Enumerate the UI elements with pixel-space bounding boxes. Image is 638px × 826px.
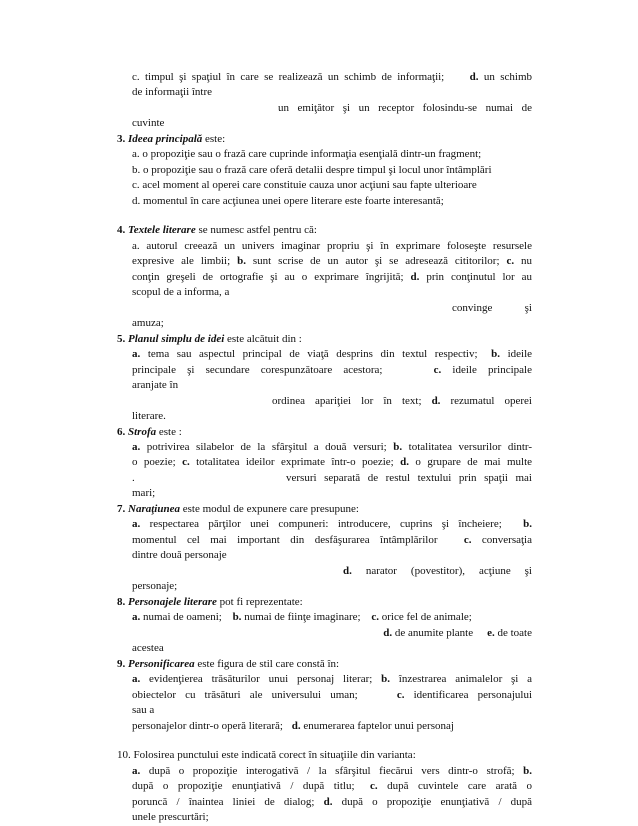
- q5-line-2: principale şi secundare corespunzătoare acestora; c. ideile principale: [132, 363, 532, 376]
- q2-line-3: un emiţător şi un receptor folosindu-se numai de: [278, 101, 532, 114]
- q9-line-4: personajelor dintr-o operă literară; d. enumerarea faptelor unui personaj: [132, 719, 454, 732]
- q10-line-2: după o propoziţie enunţiativă / după titlu; c. după cuvintele care arată o: [132, 780, 533, 792]
- q10-line-4: unele prescurtări;: [132, 811, 209, 823]
- q10-stem: 10. Folosirea punctului este indicată corect în situaţiile din varianta:: [117, 749, 416, 761]
- q6-line-1: a. potrivirea silabelor de la sfârşitul a două versuri; b. totalitatea versurilor dintr-: [132, 441, 533, 453]
- q4-line-3: conţin greşeli de ortografie şi au o exprimare îngrijită; d. prin conţinutul lor au: [132, 270, 532, 283]
- q7-term: Naraţiunea: [128, 502, 180, 515]
- q7-line-1: a. respectarea părţilor unei compuneri: introducere, cuprins şi încheiere; b.: [132, 518, 532, 531]
- q9-line-2: obiectelor cu trăsături ale universului uman; c. identificarea personajului: [132, 688, 533, 701]
- q8-line-3: acestea: [132, 642, 164, 655]
- q6-line-3: versuri separată de restul textului prin spaţii mai: [286, 471, 532, 484]
- q3-option-b: b. o propoziţie sau o frază care oferă detalii despre timpul şi locul unor întâmplări: [132, 163, 492, 176]
- q2-option-d-label: d.: [469, 71, 479, 83]
- q2-option-d: un schimb: [483, 71, 533, 83]
- q9-stem: 9. Personificarea este figura de stil care constă în:: [117, 657, 340, 670]
- q4-line-5: convinge şi: [452, 301, 532, 314]
- q3-option-d: d. momentul în care acţiunea unei opere literare este foarte interesantă;: [132, 194, 444, 207]
- q9-line-1: a. evidenţierea trăsăturilor unui personaj literar; b. înzestrarea animalelor şi a: [132, 673, 533, 686]
- q9-line-3: sau a: [132, 704, 155, 717]
- q2-line-4: cuvinte: [132, 117, 165, 130]
- q5-line-4: ordinea apariţiei lor în text; d. rezumatul operei: [272, 394, 532, 407]
- q7-line-4: d. narator (povestitor), acţiune şi: [343, 564, 532, 577]
- q4-term: Textele literare: [128, 224, 196, 237]
- q3-option-c: c. acel moment al operei care constituie cauza unor acţiuni sau fapte ulterioare: [132, 179, 477, 192]
- q4-line-6: amuza;: [132, 317, 164, 330]
- q8-term: Personajele literare: [128, 595, 217, 608]
- q5-stem: 5. Planul simplu de idei este alcătuit din :: [117, 332, 302, 345]
- q8-line-1: a. numai de oameni; b. numai de fiinţe imaginare; c. orice fel de animale;: [132, 611, 472, 624]
- q4-line-4: scopul de a informa, a: [132, 286, 230, 299]
- q6-line-4: mari;: [132, 487, 156, 500]
- q5-line-5: literare.: [132, 410, 166, 422]
- q6-line-3-dot: .: [132, 471, 135, 484]
- q3-stem: 3. Ideea principală este:: [117, 132, 226, 145]
- q6-stem: 6. Strofa este :: [117, 425, 182, 438]
- q4-line-1: a. autorul creează un univers imaginar propriu şi în exprimare foloseşte resursele: [132, 239, 532, 252]
- q10-line-3: poruncă / înaintea liniei de dialog; d. după o propoziţie enunţiativă / după: [132, 795, 533, 808]
- q4-line-2: expresive ale limbii; b. sunt scrise de un autor şi se adresează cititorilor; c. nu: [132, 255, 533, 268]
- q9-term: Personificarea: [128, 657, 195, 670]
- q6-line-2: o poezie; c. totalitatea ideilor exprimate într-o poezie; d. o grupare de mai multe: [132, 456, 533, 469]
- q7-line-3: dintre două personaje: [132, 549, 227, 562]
- q8-line-2: d. de anumite plante e. de toate: [383, 626, 532, 639]
- q6-term: Strofa: [128, 425, 157, 438]
- q7-stem: 7. Naraţiunea este modul de expunere care presupune:: [117, 502, 359, 515]
- q5-line-3: aranjate în: [132, 379, 179, 391]
- q8-stem: 8. Personajele literare pot fi reprezentate:: [117, 595, 303, 608]
- q2-line-2: de informaţii între: [132, 86, 213, 99]
- q3-term: Ideea principală: [128, 132, 203, 145]
- q4-stem: 4. Textele literare se numesc astfel pentru că:: [117, 224, 317, 237]
- q5-line-1: a. tema sau aspectul principal de viaţă desprins din textul respectiv; b. ideile: [132, 348, 533, 361]
- q3-option-a: a. o propoziţie sau o frază care cuprinde informaţia esenţială dintr-un fragment;: [132, 148, 482, 161]
- q2-line-1: [132, 70, 532, 86]
- q2-option-c: c. timpul şi spaţiul în care se realizează un schimb de informaţii;: [132, 71, 445, 83]
- q7-line-5: personaje;: [132, 580, 178, 593]
- q5-term: Planul simplu de idei: [128, 332, 225, 345]
- q10-line-1: a. după o propoziţie interogativă / la sfârşitul fiecărui vers dintr-o strofă; b.: [132, 764, 533, 777]
- q7-line-2: momentul cel mai important din desfăşurarea întâmplărilor c. conversaţia: [132, 533, 532, 546]
